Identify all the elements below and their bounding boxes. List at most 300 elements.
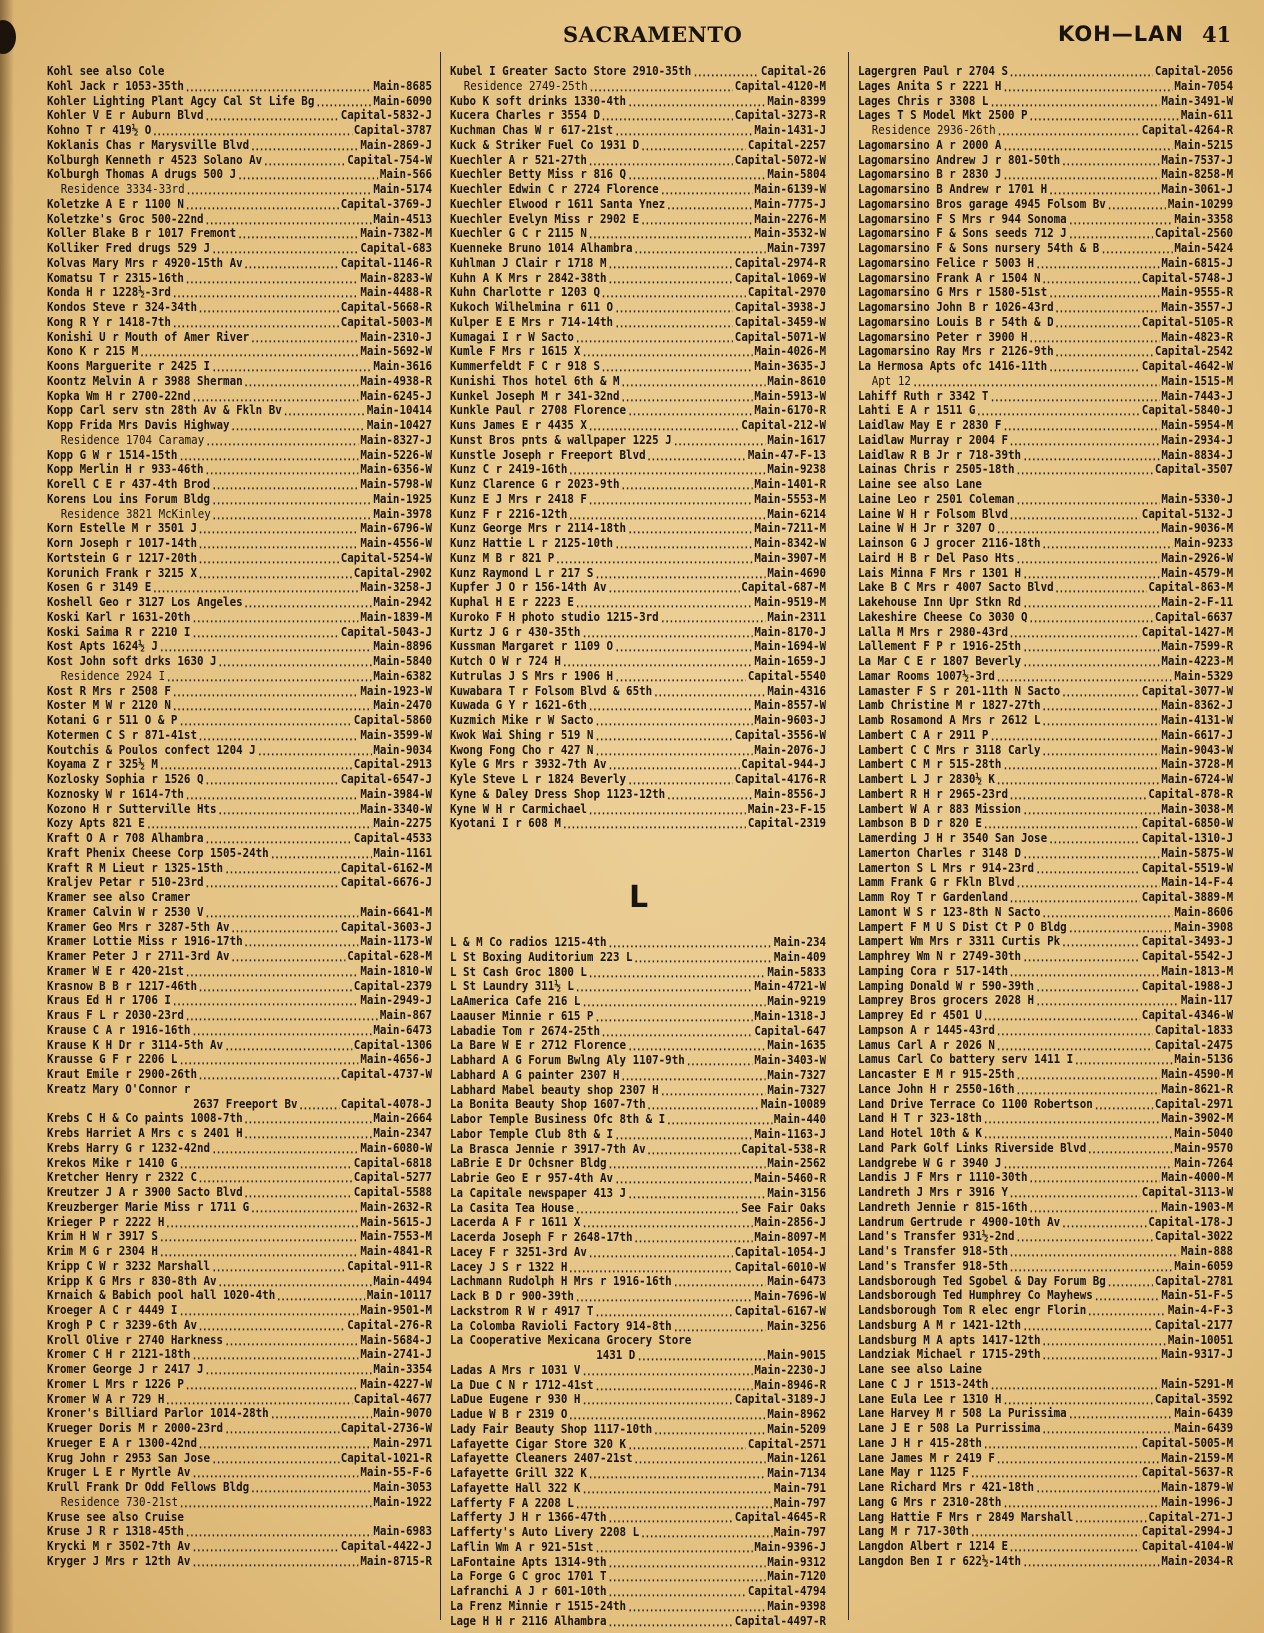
listing-name: Krebs C H & Co paints 1008-7th: [47, 1111, 243, 1126]
listing-name: Lamus Carl Co battery serv 1411 I: [858, 1052, 1074, 1067]
listing-phone: Main-7211-M: [754, 521, 827, 536]
listing-name: Apt 12: [871, 373, 911, 388]
listing-entry: [47, 1524, 432, 1539]
listing-name: Kopp Frida Mrs Davis Highway: [47, 418, 230, 432]
leader-dots: [569, 1260, 733, 1275]
leader-dots: [595, 1304, 733, 1319]
listing-entry: [858, 1067, 1233, 1082]
listing-phone: Capital-6850-W: [1141, 816, 1234, 831]
leader-dots: [997, 123, 1140, 138]
leader-dots: [225, 1333, 359, 1348]
leader-dots: [1055, 315, 1140, 330]
leader-dots: [199, 300, 339, 315]
listing-phone: Capital-3769-J: [340, 196, 433, 211]
leader-dots: [1055, 344, 1153, 359]
listing-entry: [450, 344, 826, 359]
listing-phone: See Fair Oaks: [741, 1200, 827, 1215]
listing-name: Koski Karl r 1631-20th: [47, 609, 191, 624]
listing-entry: [47, 1303, 432, 1318]
listing-phone: Main-5804: [767, 167, 827, 182]
listing-phone: Capital-754-W: [347, 152, 433, 167]
listing-name: Kortstein G r 1217-20th: [47, 550, 197, 565]
listing-entry: [47, 1495, 432, 1510]
listing-phone: Main-4579-M: [1161, 565, 1234, 580]
listing-name: Landsburg A M r 1421-12th: [858, 1317, 1022, 1332]
listing-name: Kramer Lottie Miss r 1916-17th: [47, 934, 243, 949]
leader-dots: [205, 905, 358, 920]
leader-dots: [1062, 934, 1140, 949]
listing-entry: [450, 433, 826, 448]
listing-name: Lafayette Grill 322 K: [450, 1466, 587, 1480]
listing-phone: Main-9603-J: [754, 713, 827, 727]
listing-entry: [450, 1053, 826, 1068]
listing-name: Landsburg M A apts 1417-12th: [858, 1332, 1041, 1347]
listing-phone: Capital-3556-W: [734, 727, 827, 742]
listing-entry: [858, 79, 1233, 94]
leader-dots: [1010, 964, 1160, 979]
leader-dots: [199, 1170, 352, 1185]
listing-entry: [858, 1008, 1233, 1023]
listing-entry: [858, 1436, 1233, 1451]
listing-name: Lamont W S r 123-8th N Sacto: [858, 904, 1041, 919]
listing-entry: [450, 757, 826, 772]
listing-name: Kutrulas J S Mrs r 1906 H: [450, 668, 614, 683]
listing-name: Korunich Frank r 3215 X: [47, 565, 197, 580]
leader-dots: [1042, 1421, 1172, 1436]
listing-entry: [47, 1215, 432, 1230]
listing-phone: Main-3061-J: [1161, 182, 1234, 196]
listing-entry: [450, 448, 826, 463]
listing-entry: [450, 94, 826, 109]
listing-entry: [450, 1245, 826, 1260]
listing-entry: [858, 433, 1233, 448]
listing-name: Komatsu T r 2315-16th: [47, 270, 184, 285]
listing-name: Kolburgh Thomas A drugs 500 J: [47, 167, 237, 182]
listing-name: Kwok Wai Shing r 519 N: [450, 727, 594, 742]
listing-name: Kuzmich Mike r W Sacto: [450, 713, 594, 727]
listing-name: Lagomarsino F S Mrs r 944 Sonoma: [858, 211, 1067, 226]
leader-dots: [608, 1584, 746, 1599]
listing-entry: [47, 1510, 432, 1525]
listing-phone: Capital-4677: [353, 1391, 433, 1406]
leader-dots: [1003, 1495, 1159, 1510]
listing-phone: Main-5329: [1174, 668, 1234, 683]
leader-dots: [608, 1156, 765, 1171]
listing-name: La Frenz Minnie r 1515-24th: [450, 1598, 627, 1613]
listing-phone: Capital-2560: [1154, 226, 1234, 241]
leader-dots: [589, 226, 753, 241]
leader-dots: [231, 920, 339, 935]
listing-phone: Main-6090: [373, 93, 433, 108]
leader-dots: [1036, 256, 1160, 271]
listing-name: Lance John H r 2550-16th: [858, 1081, 1015, 1096]
listing-phone: Main-2-F-11: [1161, 595, 1234, 609]
listing-entry: [858, 772, 1233, 787]
listing-phone: Main-47-F-13: [747, 447, 827, 462]
listing-name: Lalla M Mrs r 2980-43rd: [858, 624, 1008, 639]
listing-name: Krasnow B B r 1217-46th: [47, 978, 197, 993]
listing-entry: [858, 1274, 1233, 1289]
listing-phone: Capital-3592: [1154, 1391, 1234, 1406]
leader-dots: [192, 625, 339, 640]
listing-phone: Capital-4120-M: [734, 78, 827, 93]
leader-dots: [595, 1540, 752, 1555]
listing-name: Krebs Harry G r 1232-42nd: [47, 1140, 211, 1155]
leader-dots: [212, 477, 359, 492]
listing-entry: [47, 728, 432, 743]
listing-name: Lane May r 1125 F: [858, 1465, 969, 1480]
listing-name: Krycki M r 3502-7th Av: [47, 1539, 191, 1553]
listing-entry: [450, 1599, 826, 1614]
listing-entry: [47, 846, 432, 861]
listing-entry: [450, 802, 826, 817]
listing-name: Koski Saima R r 2210 I: [47, 624, 191, 639]
listing-name: Kucera Charles r 3554 D: [450, 108, 600, 123]
listing-entry: [858, 1362, 1233, 1377]
listing-name: Kreutzer J A r 3900 Sacto Blvd: [47, 1185, 243, 1199]
listing-name: Krug John r 2953 San Jose: [47, 1450, 211, 1465]
listing-phone: Main-6983: [373, 1524, 433, 1539]
listing-phone: Capital-2970: [747, 285, 827, 300]
listing-name: Kolburgh Kenneth r 4523 Solano Av: [47, 152, 263, 167]
leader-dots: [563, 816, 747, 831]
listing-entry: [858, 684, 1233, 699]
listing-name: Konda H r 1228½-3rd: [47, 285, 171, 300]
listing-column-2: [450, 64, 827, 1628]
listing-entry: [47, 536, 432, 551]
listing-phone: Capital-5071-W: [734, 329, 827, 344]
listing-name: Lages Anita S r 2221 H: [858, 78, 1002, 93]
listing-phone: Main-5424: [1174, 241, 1234, 255]
leader-dots: [628, 1186, 766, 1201]
leader-dots: [283, 403, 365, 418]
listing-entry: [858, 1126, 1233, 1141]
listing-entry: [858, 698, 1233, 713]
listing-name: Landziak Michael r 1715-29th: [858, 1347, 1041, 1362]
listing-name: Labadie Tom r 2674-25th: [450, 1023, 600, 1038]
listing-name: Lainson G J grocer 2116-18th: [858, 536, 1041, 550]
listing-phone: Main-1879-W: [1161, 1480, 1234, 1494]
listing-name: Kuechler Edwin C r 2724 Florence: [450, 182, 659, 196]
listing-phone: Capital-628-M: [347, 949, 433, 963]
listing-phone: Main-4000-M: [1161, 1170, 1234, 1185]
listing-name: Laine Leo r 2501 Coleman: [858, 491, 1015, 506]
listing-phone: Capital-2971: [1154, 1096, 1234, 1111]
listing-entry: [47, 625, 432, 640]
listing-name: Kyne & Daley Dress Shop 1123-12th: [450, 786, 666, 801]
listing-entry: [450, 698, 826, 713]
listing-phone: Main-2971: [373, 1435, 433, 1450]
listing-entry: [47, 772, 432, 787]
leader-dots: [589, 965, 766, 980]
listing-name: Residence 3821 McKinley: [60, 506, 211, 521]
listing-name: Kukoch Wilhelmina r 611 O: [450, 300, 614, 314]
leader-dots: [602, 1024, 753, 1039]
listing-name: Landsborough Ted Sgobel & Day Forum Bg: [858, 1273, 1106, 1288]
leader-dots: [1055, 300, 1159, 315]
listing-name: Kruse see also Cruise: [47, 1509, 184, 1524]
listing-phone: Capital-5072-W: [734, 152, 827, 167]
listing-entry: [47, 698, 432, 713]
listing-name: Landis J F Mrs r 1110-30th: [858, 1170, 1028, 1185]
listing-name: Lampert F M U S Dist Ct P O Bldg: [858, 919, 1067, 934]
listing-name: Labhard A G Forum Bwlng Aly 1107-9th: [450, 1053, 685, 1067]
leader-dots: [582, 1215, 752, 1230]
listing-entry: [858, 1524, 1233, 1539]
listing-phone: Main-2347: [373, 1126, 433, 1140]
listing-phone: Main-10299: [1167, 196, 1234, 211]
leader-dots: [212, 1451, 339, 1466]
listing-phone: Capital-2736-W: [340, 1421, 433, 1435]
listing-phone: Main-8342-W: [754, 536, 827, 550]
listing-entry: [47, 713, 432, 728]
listing-entry: [858, 507, 1233, 522]
leader-dots: [608, 1510, 733, 1525]
listing-phone: Main-1261: [767, 1451, 827, 1466]
listing-phone: Main-2276-M: [754, 211, 827, 226]
listing-entry: [47, 182, 432, 197]
listing-phone: Main-3908: [1174, 919, 1234, 934]
listing-name: Kohler V E r Auburn Blvd: [47, 108, 204, 123]
listing-entry: [858, 728, 1233, 743]
listing-phone: Main-7327: [767, 1067, 827, 1082]
listing-name: Kopp Merlin H r 933-46th: [47, 462, 204, 477]
leader-dots: [218, 1274, 371, 1289]
listing-entry: [858, 1303, 1233, 1318]
listing-name: Koller Blake B r 1017 Fremont: [47, 226, 237, 241]
listing-phone: Main-5875-W: [1161, 845, 1234, 860]
listing-entry: [858, 713, 1233, 728]
listing-name: Kosen G r 3149 E: [47, 580, 152, 595]
leader-dots: [1023, 1554, 1160, 1569]
listing-entry: [858, 1333, 1233, 1348]
listing-phone: Main-7553-M: [360, 1229, 433, 1244]
listing-phone: Main-3156: [767, 1185, 827, 1200]
listing-name: Lamm Roy T r Gardenland: [858, 890, 1008, 904]
listing-name: Korell C E r 437-4th Brod: [47, 477, 211, 491]
listing-entry: [47, 993, 432, 1008]
listing-phone: Main-7599-R: [1161, 639, 1234, 654]
leader-dots: [595, 743, 752, 758]
listing-entry: [47, 462, 432, 477]
listing-phone: Main-3038-M: [1161, 801, 1234, 816]
listing-entry: [858, 403, 1233, 418]
name-range: KOH—LAN: [1058, 22, 1184, 46]
leader-dots: [608, 256, 733, 271]
listing-entry: [47, 94, 432, 109]
listing-phone: Capital-2974-R: [734, 255, 827, 270]
leader-dots: [673, 1319, 765, 1334]
listing-name: Lane see also Laine: [858, 1362, 982, 1376]
listing-entry: [450, 79, 826, 94]
leader-dots: [1010, 433, 1160, 448]
listing-entry: [858, 949, 1233, 964]
listing-phone: Main-1635: [767, 1038, 827, 1053]
listing-entry: [47, 610, 432, 625]
listing-name: Kunz E J Mrs r 2418 F: [450, 491, 587, 506]
listing-name: Krim M G r 2304 H: [47, 1244, 158, 1258]
listing-entry: [450, 1186, 826, 1201]
listing-phone: Capital-6162-M: [340, 860, 433, 875]
listing-entry: [450, 1555, 826, 1570]
listing-name: Laidlaw Murray r 2004 F: [858, 432, 1008, 447]
leader-dots: [179, 1156, 352, 1171]
listing-phone: Main-6356-W: [360, 462, 433, 477]
listing-name: Lambson B D r 820 E: [858, 816, 982, 831]
listing-phone: Main-2311: [767, 609, 827, 624]
leader-dots: [1010, 890, 1140, 905]
leader-dots: [251, 1480, 372, 1495]
leader-dots: [316, 94, 372, 109]
listing-name: L St Cash Groc 1800 L: [450, 964, 587, 979]
listing-name: Kohl see also Cole: [47, 64, 165, 78]
leader-dots: [1042, 713, 1159, 728]
listing-entry: [47, 949, 432, 964]
listing-name: Kondos Steve r 324-34th: [47, 300, 197, 314]
leader-dots: [589, 698, 753, 713]
listing-entry: [858, 669, 1233, 684]
listing-name: Lagomarsino John B r 1026-43rd: [858, 300, 1054, 314]
listing-entry: [450, 1142, 826, 1157]
listing-phone: Capital-4346-W: [1141, 1008, 1234, 1022]
listing-entry: [47, 256, 432, 271]
listing-name: Kolliker Fred drugs 529 J: [47, 241, 211, 255]
listing-phone: Main-5798-W: [360, 477, 433, 491]
listing-phone: Main-6439: [1174, 1406, 1234, 1421]
listing-name: Kunstle Joseph r Freeport Blvd: [450, 447, 646, 462]
listing-phone: Capital-5637-R: [1141, 1465, 1234, 1480]
listing-entry: [47, 403, 432, 418]
listing-entry: [450, 654, 826, 669]
listing-entry: [858, 344, 1233, 359]
listing-name: Lahiff Ruth r 3342 T: [858, 388, 989, 403]
listing-phone: Main-6796-W: [360, 521, 433, 536]
leader-dots: [238, 167, 378, 182]
listing-entry: [450, 271, 826, 286]
listing-entry: [450, 1171, 826, 1186]
leader-dots: [140, 344, 359, 359]
leader-dots: [1062, 684, 1140, 699]
listing-name: Kripp C W r 3232 Marshall: [47, 1258, 211, 1273]
leader-dots: [153, 123, 352, 138]
listing-entry: [47, 300, 432, 315]
listing-phone: Main-5040: [1174, 1126, 1234, 1140]
listing-phone: Main-6059: [1174, 1258, 1234, 1273]
listing-phone: Main-5553-M: [754, 491, 827, 506]
leader-dots: [1016, 551, 1159, 566]
listing-name: Kreatz Mary O'Connor r: [47, 1081, 191, 1096]
listing-phone: Main-9312: [767, 1554, 827, 1569]
column-divider-left: [440, 52, 441, 1620]
listing-phone: Capital-5542-J: [1141, 949, 1234, 963]
listing-entry: [47, 1038, 432, 1053]
leader-dots: [1010, 64, 1153, 79]
leader-dots: [238, 226, 359, 241]
listing-phone: Main-8097-M: [754, 1230, 827, 1244]
listing-entry: [47, 1185, 432, 1200]
leader-dots: [569, 507, 766, 522]
listing-entry: [47, 566, 432, 581]
leader-dots: [1023, 639, 1160, 654]
leader-dots: [913, 374, 1160, 389]
listing-entry: [858, 816, 1233, 831]
listing-name: Lamm Frank G r Fkln Blvd: [858, 875, 1015, 890]
listing-phone: Main-9043-W: [1161, 742, 1234, 757]
listing-name: Kramer Geo Mrs r 3287-5th Av: [47, 919, 230, 934]
listing-entry: [47, 639, 432, 654]
listing-entry: [47, 1082, 432, 1097]
listing-phone: Main-5291-M: [1161, 1376, 1234, 1391]
listing-phone: Main-5215: [1174, 137, 1234, 152]
listing-phone: Capital-1021-R: [340, 1450, 433, 1465]
listing-entry: [858, 875, 1233, 890]
leader-dots: [997, 1038, 1153, 1053]
leader-dots: [660, 610, 765, 625]
listing-entry: [858, 905, 1233, 920]
listing-name: Kryger J Mrs r 12th Av: [47, 1553, 191, 1568]
listing-name: Kreuzberger Marie Miss r 1711 G: [47, 1199, 250, 1214]
listing-name: Lacerda A F r 1611 X: [450, 1215, 581, 1230]
listing-entry: [858, 153, 1233, 168]
listing-name: La Bonita Beauty Shop 1607-7th: [450, 1097, 646, 1112]
listing-entry: [47, 359, 432, 374]
listing-entry: [47, 979, 432, 994]
leader-dots: [1003, 79, 1173, 94]
listing-phone: Main-1163-J: [754, 1126, 827, 1141]
listing-name: Lane Eula Lee r 1310 H: [858, 1391, 1002, 1406]
listing-phone: Main-9398: [767, 1598, 827, 1613]
leader-dots: [1108, 197, 1167, 212]
leader-dots: [1108, 1274, 1154, 1289]
listing-entry: [858, 1318, 1233, 1333]
listing-phone: Capital-944-J: [741, 757, 827, 772]
listing-name: Kraus Ed H r 1706 I: [47, 993, 171, 1008]
listing-name: Kraut Emile r 2900-26th: [47, 1067, 197, 1081]
listing-phone: Capital-1988-J: [1141, 978, 1234, 993]
listing-phone: Main-9519-M: [754, 595, 827, 609]
leader-dots: [1016, 492, 1159, 507]
leader-dots: [628, 1038, 766, 1053]
leader-dots: [205, 875, 339, 890]
listing-entry: [47, 1126, 432, 1141]
leader-dots: [179, 448, 358, 463]
listing-name: LaAmerica Cafe 216 L: [450, 994, 581, 1008]
listing-name: Kuphal H E r 2223 E: [450, 595, 574, 609]
listing-entry: [450, 728, 826, 743]
leader-dots: [556, 551, 753, 566]
listing-entry: [450, 315, 826, 330]
listing-name: Langdon Albert r 1214 E: [858, 1539, 1008, 1553]
listing-entry: [47, 654, 432, 669]
listing-entry: [858, 197, 1233, 212]
listing-entry: [450, 182, 826, 197]
leader-dots: [244, 934, 358, 949]
listing-entry: [450, 1304, 826, 1319]
leader-dots: [1029, 1170, 1159, 1185]
listing-entry: [47, 1406, 432, 1421]
listing-name: Lamus Carl A r 2026 N: [858, 1037, 995, 1052]
listing-phone: Main-5840: [373, 654, 433, 668]
listing-entry: [858, 566, 1233, 581]
listing-phone: Capital-271-J: [1148, 1509, 1234, 1524]
listing-name: Lagomarsino B Andrew r 1701 H: [858, 182, 1048, 196]
listing-phone: Main-9501-M: [360, 1303, 433, 1317]
listing-phone: Main-7054: [1174, 78, 1234, 93]
leader-dots: [595, 1009, 752, 1024]
listing-name: Kopp G W r 1514-15th: [47, 447, 178, 462]
leader-dots: [192, 1554, 358, 1569]
leader-dots: [608, 935, 772, 950]
